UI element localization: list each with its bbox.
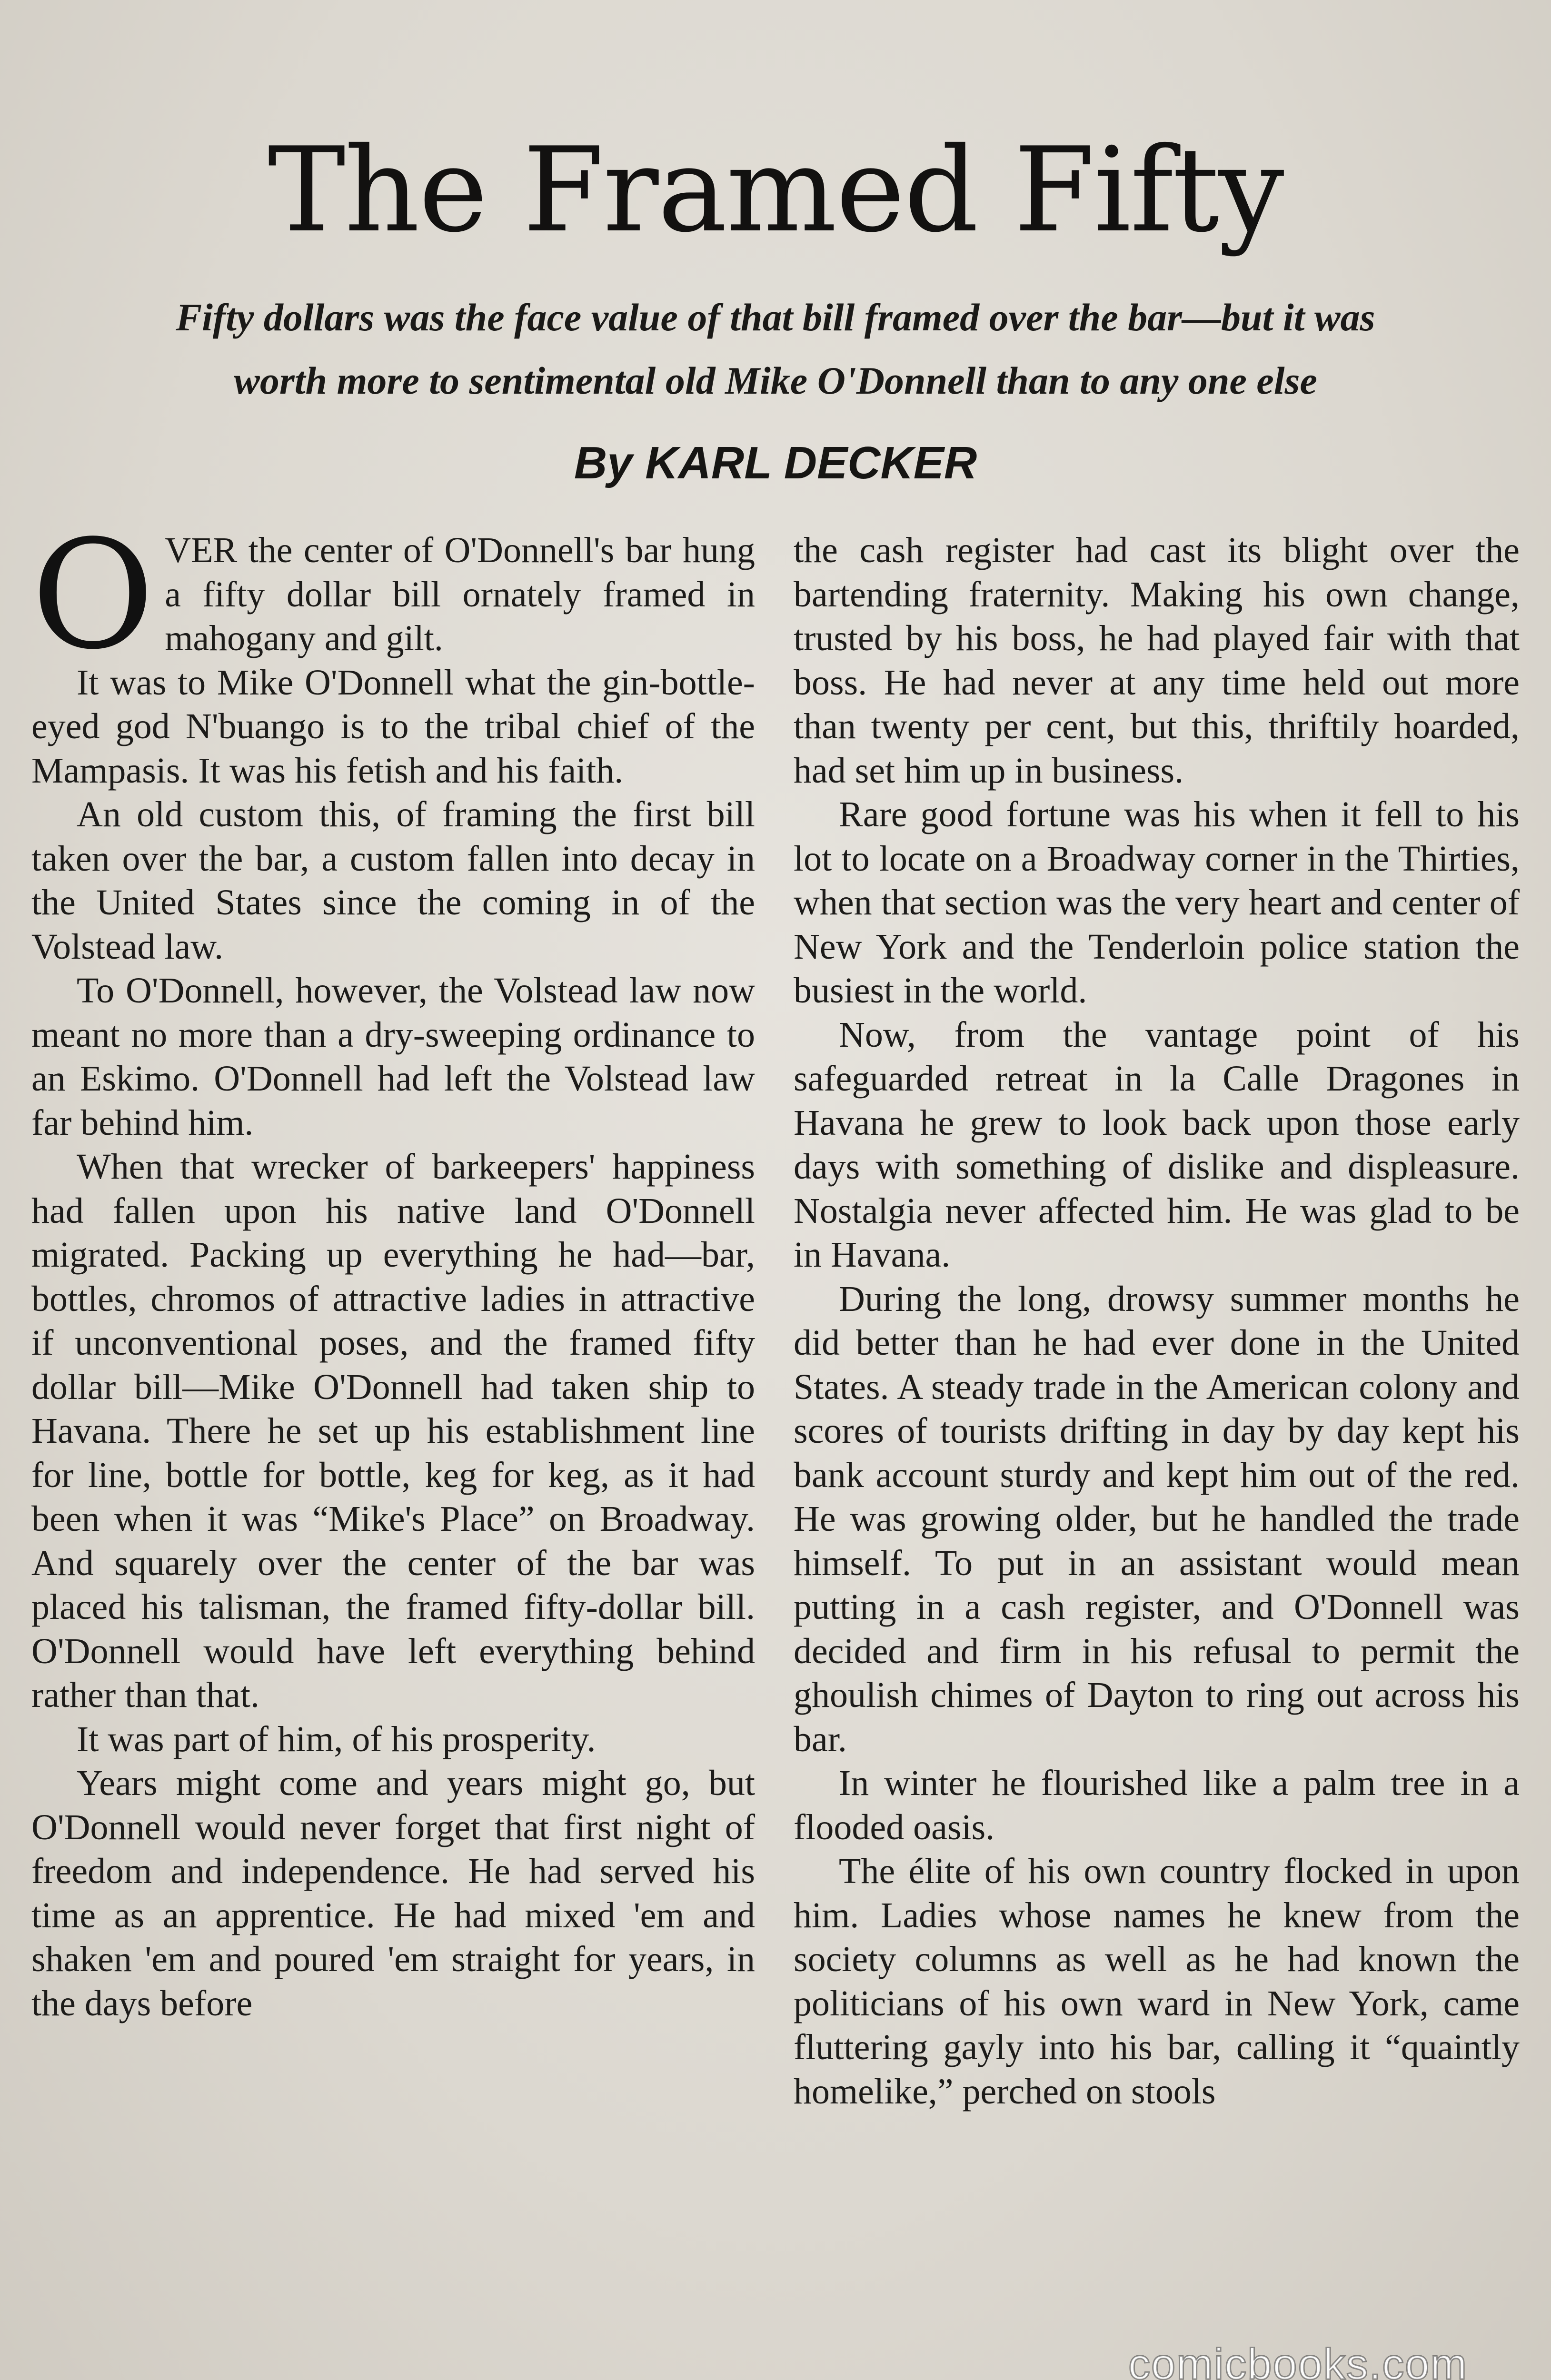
paragraph: To O'Donnell, however, the Volstead law now meant no more than a dry-sweeping ordinance to an Eskimo. O'Donnell had left the Volstead law far behind him. xyxy=(31,971,755,1143)
left-column xyxy=(31,508,755,2025)
right-column xyxy=(794,528,1520,2113)
article-subtitle xyxy=(67,286,1484,412)
paragraph: It was part of him, of his prosperity. xyxy=(77,1719,596,1759)
subtitle-line-1: Fifty dollars was the face value of that bill framed over the bar—but it was xyxy=(176,296,1375,339)
article-title: The Framed Fifty xyxy=(268,122,1283,258)
paragraph: Years might come and years might go, but O'Donnell would never forget that first night of freedom and independence. He had served his time as an apprentice. He had mixed 'em and shaken 'em and poured 'em straight for years, in the days before xyxy=(31,1763,755,2023)
paragraph: Now, from the vantage point of his safeguarded retreat in la Calle Dragones in Havana he grew to look back upon those early days with something of dislike and displeasure. Nostalgia never affected him. He was glad to be in Havana. xyxy=(794,1014,1520,1275)
site-watermark: comicbooks.com xyxy=(1128,2340,1468,2380)
paragraph: An old custom this, of framing the first bill taken over the bar, a custom fallen into decay in the United States since the coming in of the Volstead law. xyxy=(31,794,755,967)
paragraph: In winter he flourished like a palm tree in a flooded oasis. xyxy=(794,1763,1520,1847)
subtitle-line-2: worth more to sentimental old Mike O'Donnell than to any one else xyxy=(234,359,1317,402)
paragraph: It was to Mike O'Donnell what the gin-bottle-eyed god N'buango is to the tribal chief of the Mampasis. It was his fetish and his faith. xyxy=(31,662,755,791)
paragraph-text: VER the center of O'Donnell's bar hung a fifty dollar bill ornately framed in mahogany and gilt. xyxy=(165,530,755,658)
paragraph: During the long, drowsy summer months he did better than he had ever done in the United States. A steady trade in the American colony and scores of tourists drifting in day by day kept his bank account sturdy and kept him out of the red. He was growing older, but he handled the trade himself. To put in an assistant would mean putting in a cash register, and O'Donnell was decided and firm in his refusal to permit the ghoulish chimes of Dayton to ring out across his bar. xyxy=(794,1279,1520,1759)
paragraph: Rare good fortune was his when it fell to his lot to locate on a Broadway corner in the Thirties, when that section was the very heart and center of New York and the Tenderloin police station the busiest in the world. xyxy=(794,794,1520,1011)
drop-cap: O xyxy=(31,508,155,683)
author-byline: By KARL DECKER xyxy=(574,437,977,488)
paragraph: When that wrecker of barkeepers' happiness had fallen upon his native land O'Donnell migrated. Packing up everything he had—bar, bottles, chromos of attractive ladies in attractive if unconventional poses, and the framed fifty dollar bill—Mike O'Donnell had taken ship to Havana. There he set up his establishment line for line, bottle for bottle, keg for keg, as it had been when it was “Mike's Place” on Broadway. And squarely over the center of the bar was placed his talisman, the framed fifty-dollar bill. O'Donnell would have left everything behind rather than that. xyxy=(31,1147,755,1715)
paragraph xyxy=(31,508,755,683)
paragraph: The élite of his own country flocked in upon him. Ladies whose names he knew from the society columns as well as he had known the politicians of his own ward in New York, came fluttering gayly into his bar, calling it “quaintly homelike,” perched on stools xyxy=(794,1851,1520,2112)
paragraph: the cash register had cast its blight over the bartending fraternity. Making his own change, trusted by his boss, he had played fair with that boss. He had never at any time held out more than twenty per cent, but this, thriftily hoarded, had set him up in business. xyxy=(794,530,1520,791)
